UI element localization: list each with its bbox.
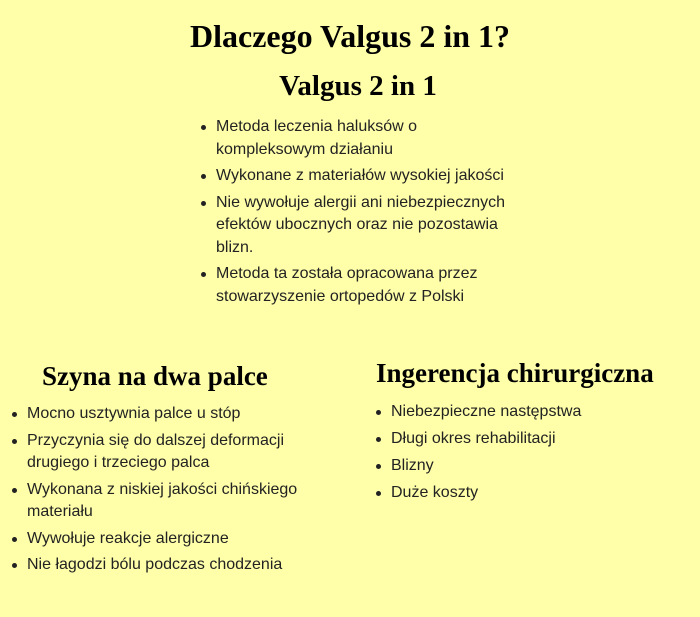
list-item: Długi okres rehabilitacji: [375, 428, 675, 451]
right-list: [375, 401, 675, 509]
list-item: Blizny: [375, 455, 675, 478]
left-list: [11, 403, 341, 581]
list-item: Przyczynia się do dalszej deformacji drugiego i trzeciego palca: [11, 430, 341, 475]
list-item: Nie wywołuje alergii ani niebezpiecznych efektów ubocznych oraz nie pozostawia blizn.: [200, 192, 520, 260]
list-item: Nie łagodzi bólu podczas chodzenia: [11, 554, 341, 577]
center-heading: Valgus 2 in 1: [279, 70, 437, 102]
list-item: Niebezpieczne następstwa: [375, 401, 675, 424]
center-list: [200, 116, 520, 312]
page-title: Dlaczego Valgus 2 in 1?: [189, 18, 511, 54]
list-item: Duże koszty: [375, 482, 675, 505]
list-item: Metoda ta została opracowana przez stowarzyszenie ortopedów z Polski: [200, 263, 520, 308]
list-item: Wywołuje reakcje alergiczne: [11, 528, 341, 551]
list-item: Metoda leczenia haluksów o kompleksowym działaniu: [200, 116, 520, 161]
left-heading: Szyna na dwa palce: [42, 361, 268, 391]
list-item: Mocno usztywnia palce u stóp: [11, 403, 341, 426]
right-heading: Ingerencja chirurgiczna: [376, 358, 654, 388]
list-item: Wykonane z materiałów wysokiej jakości: [200, 165, 520, 188]
list-item: Wykonana z niskiej jakości chińskiego materiału: [11, 479, 341, 524]
